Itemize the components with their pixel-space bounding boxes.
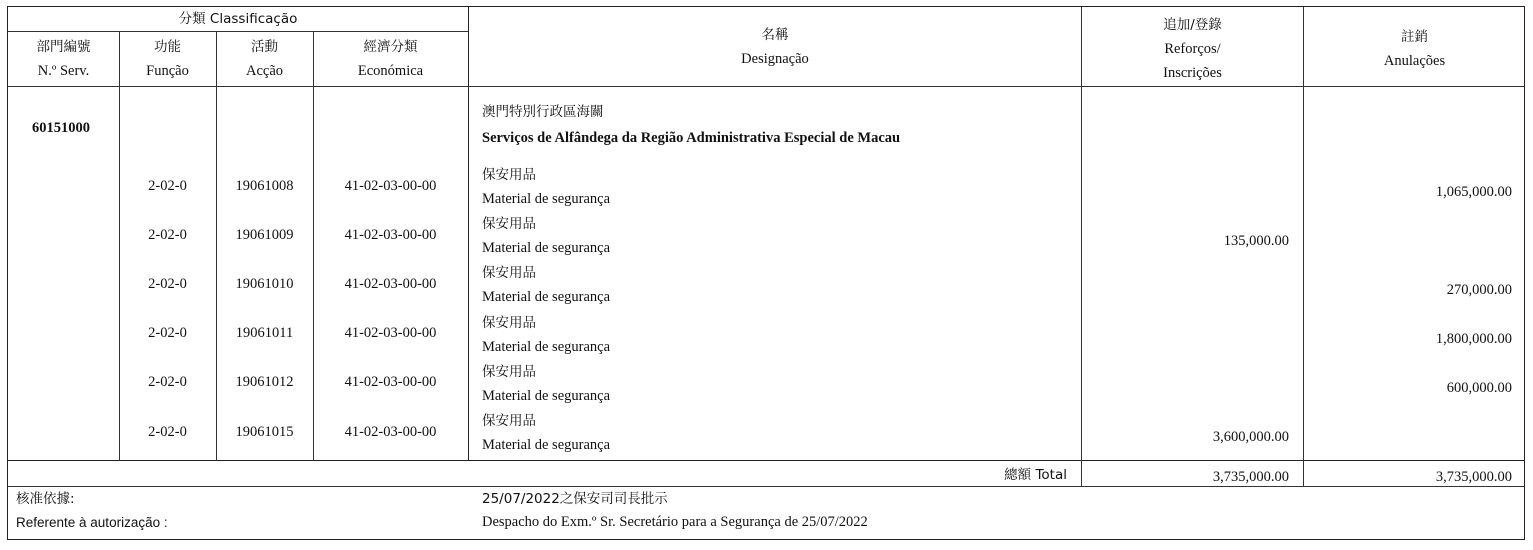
total-reinforce: 3,735,000.00 (1212, 469, 1289, 485)
reinforcements-header-pt2: Inscrições (1163, 65, 1222, 81)
service-name-zh: 澳門特別行政區海關 (482, 104, 604, 120)
row-action: 19061015 (235, 424, 294, 440)
service-no-header-zh: 部門編號 (36, 39, 91, 55)
row-name-pt: Material de segurança (482, 388, 611, 404)
row-function: 2-02-0 (148, 374, 187, 390)
row-name-pt: Material de segurança (482, 289, 611, 305)
service-name-pt: Serviços de Alfândega da Região Administrativa Especial de Macau (482, 130, 901, 146)
authorization-text-pt: Despacho do Exm.º Sr. Secretário para a Segurança de 25/07/2022 (482, 514, 868, 530)
row-economic: 41-02-03-00-00 (344, 325, 437, 341)
row-action: 19061011 (235, 325, 294, 341)
action-header-pt: Acção (245, 63, 284, 79)
economic-header-pt: Económica (357, 63, 424, 79)
cancellations-header-zh: 註銷 (1401, 29, 1428, 45)
authorization-text-zh: 25/07/2022之保安司司長批示 (482, 491, 668, 507)
row-economic: 41-02-03-00-00 (344, 227, 437, 243)
row-cancel: 1,065,000.00 (1435, 184, 1512, 200)
row-action: 19061009 (235, 227, 294, 243)
row-name-zh: 保安用品 (482, 364, 536, 380)
action-header-zh: 活動 (251, 39, 278, 55)
row-function: 2-02-0 (148, 178, 187, 194)
service-code: 60151000 (32, 120, 90, 136)
rule-col-3 (313, 31, 314, 461)
row-name-zh: 保安用品 (482, 265, 536, 281)
function-header-pt: Função (146, 63, 189, 79)
reinforcements-header-pt1: Reforços/ (1164, 41, 1221, 57)
row-name-zh: 保安用品 (482, 216, 536, 232)
row-name-zh: 保安用品 (482, 167, 536, 183)
row-name-pt: Material de segurança (482, 191, 611, 207)
budget-table (7, 6, 1525, 540)
rule-col-2 (216, 31, 217, 461)
row-name-zh: 保安用品 (482, 413, 536, 429)
classification-header: 分類 Classificação (178, 11, 298, 27)
row-name-pt: Material de segurança (482, 339, 611, 355)
row-name-zh: 保安用品 (482, 315, 536, 331)
row-action: 19061012 (235, 374, 294, 390)
row-action: 19061008 (235, 178, 294, 194)
row-cancel: 270,000.00 (1446, 282, 1512, 298)
row-function: 2-02-0 (148, 227, 187, 243)
reinforcements-header-zh: 追加/登錄 (1163, 17, 1222, 33)
row-cancel: 1,800,000.00 (1435, 331, 1512, 347)
rule-col-6 (1303, 7, 1304, 487)
total-cancel: 3,735,000.00 (1435, 469, 1512, 485)
row-economic: 41-02-03-00-00 (344, 374, 437, 390)
designation-header-zh: 名稱 (761, 27, 789, 43)
authorization-label-pt: Referente à autorização : (16, 515, 168, 530)
row-function: 2-02-0 (148, 424, 187, 440)
function-header-zh: 功能 (154, 39, 181, 55)
row-economic: 41-02-03-00-00 (344, 178, 437, 194)
row-function: 2-02-0 (148, 325, 187, 341)
row-reinforce: 3,600,000.00 (1212, 429, 1289, 445)
rule-total-bottom (8, 486, 1524, 487)
row-economic: 41-02-03-00-00 (344, 276, 437, 292)
row-reinforce: 135,000.00 (1223, 233, 1289, 249)
cancellations-header-pt: Anulações (1383, 53, 1446, 69)
economic-header-zh: 經濟分類 (363, 39, 418, 55)
authorization-label-zh: 核准依據: (16, 491, 75, 507)
row-function: 2-02-0 (148, 276, 187, 292)
row-economic: 41-02-03-00-00 (344, 424, 437, 440)
rule-col-4 (468, 7, 469, 461)
row-name-pt: Material de segurança (482, 437, 611, 453)
rule-col-1 (119, 31, 120, 461)
row-cancel: 600,000.00 (1446, 380, 1512, 396)
row-action: 19061010 (235, 276, 294, 292)
rule-header-bottom (8, 86, 1524, 87)
designation-header-pt: Designação (741, 51, 809, 67)
service-no-header-pt: N.º Serv. (37, 63, 90, 79)
rule-total-top (8, 460, 1524, 461)
total-label: 總額 Total (1004, 467, 1067, 483)
row-name-pt: Material de segurança (482, 240, 611, 256)
rule-classification (8, 31, 468, 32)
